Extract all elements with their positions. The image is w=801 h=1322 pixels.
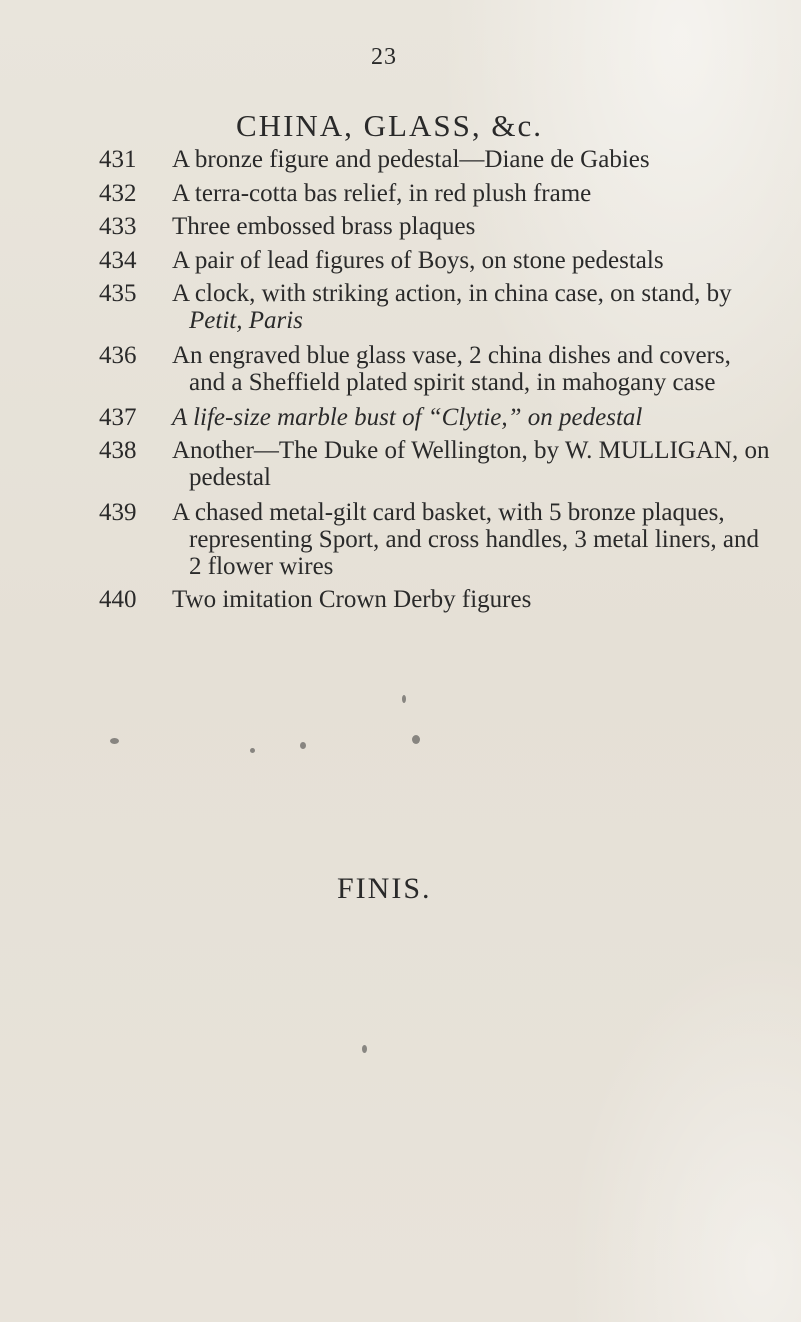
lot-number: 437 xyxy=(99,404,137,431)
lot-description-line: and a Sheffield plated spirit stand, in mahogany case xyxy=(189,369,716,396)
lot-description-line: Another—The Duke of Wellington, by W. MULLIGAN, on xyxy=(172,437,770,464)
paper-speck xyxy=(402,695,406,703)
lot-description-line: Two imitation Crown Derby figures xyxy=(172,586,532,613)
lot-description xyxy=(172,586,772,613)
lot-description-line: An engraved blue glass vase, 2 china dishes and covers, xyxy=(172,342,731,369)
lot-description xyxy=(172,180,772,207)
lot-description xyxy=(172,437,772,491)
paper-speck xyxy=(412,735,420,744)
lot-description-line: pedestal xyxy=(189,464,271,491)
paper-speck xyxy=(250,748,255,753)
lot-number: 438 xyxy=(99,437,137,464)
finis-text: FINIS. xyxy=(337,872,432,905)
lot-number: 432 xyxy=(99,180,137,207)
paper-speck xyxy=(300,742,306,749)
lot-description xyxy=(172,146,772,173)
lot-description xyxy=(172,247,772,274)
lot-number: 440 xyxy=(99,586,137,613)
lot-description-line: A clock, with striking action, in china case, on stand, by xyxy=(172,280,732,307)
lot-description xyxy=(172,404,772,431)
lot-number: 435 xyxy=(99,280,137,307)
lot-description-line: A bronze figure and pedestal—Diane de Gabies xyxy=(172,146,650,173)
lot-description-line: A pair of lead figures of Boys, on stone pedestals xyxy=(172,247,664,274)
lot-number: 431 xyxy=(99,146,137,173)
lot-description-line: Three embossed brass plaques xyxy=(172,213,476,240)
lot-description xyxy=(172,280,772,334)
lot-description xyxy=(172,213,772,240)
paper-speck xyxy=(362,1045,367,1053)
lot-description-line: Petit, Paris xyxy=(189,307,303,334)
lot-description-line: A chased metal-gilt card basket, with 5 bronze plaques, xyxy=(172,499,725,526)
lot-description-line: 2 flower wires xyxy=(189,553,334,580)
lot-number: 436 xyxy=(99,342,137,369)
lot-description-line: representing Sport, and cross handles, 3 metal liners, and xyxy=(189,526,759,553)
page-number: 23 xyxy=(371,44,397,70)
lot-description-line: A life-size marble bust of “Clytie,” on pedestal xyxy=(172,404,643,431)
lot-number: 434 xyxy=(99,247,137,274)
lot-number: 433 xyxy=(99,213,137,240)
section-title: CHINA, GLASS, &c. xyxy=(236,108,543,143)
paper-speck xyxy=(110,738,119,744)
lot-number: 439 xyxy=(99,499,137,526)
lot-description-line: A terra-cotta bas relief, in red plush frame xyxy=(172,180,592,207)
lot-description xyxy=(172,342,772,396)
lot-description xyxy=(172,499,772,580)
